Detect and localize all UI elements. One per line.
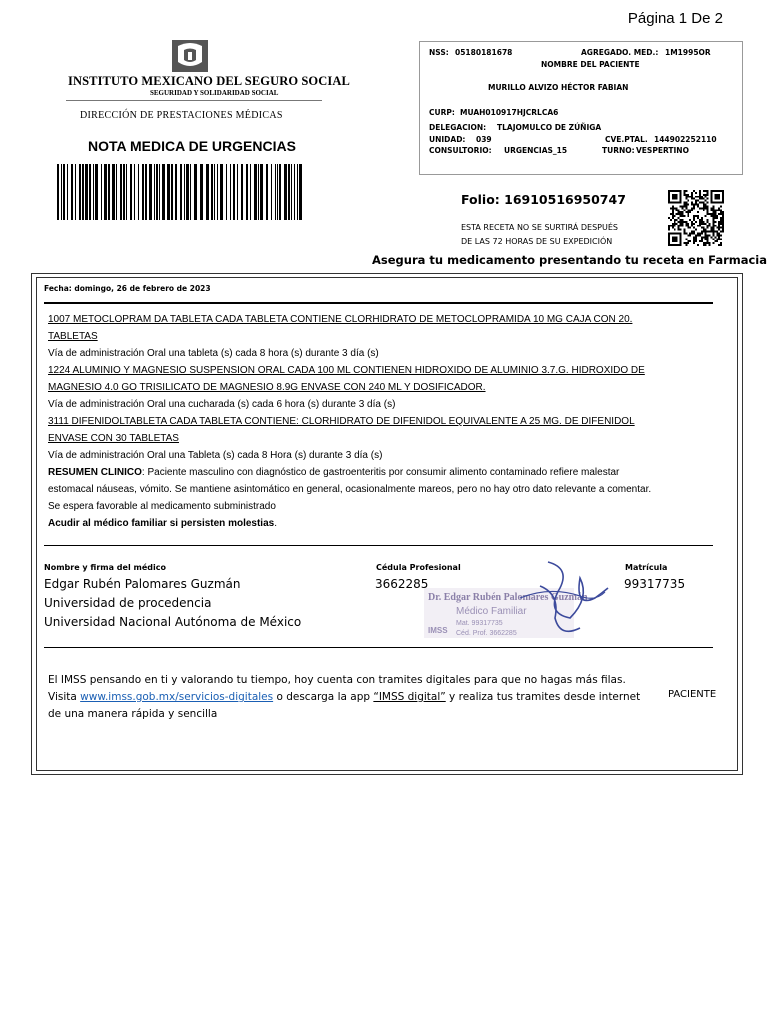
matricula-value: 99317735 [624, 577, 686, 591]
university-label: Universidad de procedencia [44, 596, 212, 610]
medication-dosage: Vía de administración Oral una cucharada (s) cada 6 hora (s) durante 3 día (s) [48, 399, 396, 410]
institution-subtitle: SEGURIDAD Y SOLIDARIDAD SOCIAL [150, 89, 279, 97]
medication-dosage: Vía de administración Oral una tableta (s) cada 8 hora (s) durante 3 día (s) [48, 348, 379, 359]
app-text: o descarga la app [273, 691, 374, 703]
clinical-summary-text: Se espera favorable al medicamento subministrado [48, 501, 276, 512]
header-divider [66, 100, 322, 101]
doctor-name: Edgar Rubén Palomares Guzmán [44, 577, 241, 591]
clinical-summary-text: estomacal náuseas, vómito. Se mantiene asintomático en general, ocasionalmente mareos, pero no hay otro dato relevante a comentar. [48, 484, 652, 495]
delegacion-label: DELEGACION: [429, 123, 487, 132]
pharmacy-notice: Asegura tu medicamento presentando tu receta en Farmacia [372, 253, 768, 267]
followup-instruction-line [48, 515, 651, 532]
internet-text: y realiza tus tramites desde internet [445, 691, 641, 703]
patient-name: MURILLO ALVIZO HÉCTOR FABIAN [488, 83, 629, 92]
institution-name: INSTITUTO MEXICANO DEL SEGURO SOCIAL [68, 74, 350, 88]
prescription-list [48, 311, 651, 532]
agregado-value: 1M1995OR [665, 48, 711, 57]
cve-value: 144902252110 [654, 135, 717, 144]
curp-value: MUAH010917HJCRLCA6 [460, 108, 559, 117]
date-field: Fecha: domingo, 26 de febrero de 2023 [44, 284, 211, 293]
imss-digital-app-name: “IMSS digital” [373, 691, 446, 703]
copy-recipient-label: PACIENTE [668, 689, 717, 700]
imss-logo-icon [168, 38, 212, 74]
nss-value: 05180181678 [455, 48, 513, 57]
validity-notice [461, 221, 618, 249]
medication-description: 1007 METOCLOPRAM DA TABLETA CADA TABLETA CONTIENE CLORHIDRATO DE METOCLOPRAMIDA 10 MG CAJA CON 20. [48, 314, 633, 325]
consultorio-value: URGENCIAS_15 [504, 146, 568, 155]
clinical-summary-text: : Paciente masculino con diagnóstico de gastroenteritis por consumir alimento contaminado refiere malestar [141, 467, 620, 478]
doctor-stamp [420, 558, 610, 642]
medication-description: TABLETAS [48, 331, 98, 342]
stamp-org: IMSS [428, 626, 448, 635]
delegacion-value: TLAJOMULCO DE ZÚÑIGA [497, 123, 602, 132]
clinical-summary-label: RESUMEN CLINICO [48, 467, 142, 478]
cve-label: CVE.PTAL. [605, 135, 648, 144]
barcode [57, 164, 303, 220]
unidad-label: UNIDAD: [429, 135, 466, 144]
turno-label: TURNO: [602, 146, 635, 155]
unidad-value: 039 [476, 135, 492, 144]
folio: Folio: 16910516950747 [461, 192, 626, 207]
direction-name: DIRECCIÓN DE PRESTACIONES MÉDICAS [80, 110, 283, 121]
validity-notice-line: DE LAS 72 HORAS DE SU EXPEDICIÓN [461, 237, 613, 246]
cedula-label: Cédula Profesional [376, 563, 461, 572]
stamp-cedula: Céd. Prof. 3662285 [456, 630, 517, 637]
matricula-label: Matrícula [625, 563, 668, 572]
patient-info-box [419, 41, 743, 175]
visit-text: Visita [48, 691, 81, 703]
medication-description: 3111 DIFENIDOLTABLETA CADA TABLETA CONTIENE: CLORHIDRATO DE DIFENIDOL EQUIVALENTE A 25 MG. DE DIFENIDOL [48, 416, 635, 427]
medication-dosage: Vía de administración Oral una Tableta (s) cada 8 Hora (s) durante 3 día (s) [48, 450, 383, 461]
stamp-specialty: Médico Familiar [456, 606, 527, 617]
digital-services-line: El IMSS pensando en ti y valorando tu tiempo, hoy cuenta con tramites digitales para que no hagas más filas. [48, 674, 626, 686]
patient-name-label: NOMBRE DEL PACIENTE [541, 60, 640, 69]
stamp-doctor-name: Dr. Edgar Rubén Palomares Guzmán [428, 592, 588, 603]
medication-description: MAGNESIO 4.0 GO TRISILICATO DE MAGNESIO 8.9G ENVASE CON 240 ML Y DOSIFICADOR. [48, 382, 486, 393]
document-title: NOTA MEDICA DE URGENCIAS [88, 138, 296, 154]
consultorio-label: CONSULTORIO: [429, 146, 492, 155]
nss-label: NSS: [429, 48, 449, 57]
agregado-label: AGREGADO. MED.: [581, 48, 659, 57]
imss-digital-services-link[interactable]: www.imss.gob.mx/servicios-digitales [80, 691, 274, 703]
section-divider [44, 647, 713, 648]
curp-label: CURP: [429, 108, 455, 117]
followup-instruction-end: . [274, 518, 277, 529]
medication-description: 1224 ALUMINIO Y MAGNESIO SUSPENSION ORAL CADA 100 ML CONTIENEN HIDROXIDO DE ALUMINIO 3.7.G. HIDROXIDO DE [48, 365, 645, 376]
clinical-summary-line [48, 464, 651, 481]
section-divider [44, 302, 713, 304]
page-indicator: Página 1 De 2 [627, 10, 723, 27]
followup-instruction: Acudir al médico familiar si persisten molestias [48, 518, 275, 529]
medication-description: ENVASE CON 30 TABLETAS [48, 433, 179, 444]
university-name: Universidad Nacional Autónoma de México [44, 615, 302, 629]
stamp-matricula: Mat. 99317735 [456, 620, 503, 627]
doctor-name-label: Nombre y firma del médico [44, 563, 166, 572]
qr-code [668, 190, 724, 246]
turno-value: VESPERTINO [636, 146, 689, 155]
digital-services-line [48, 689, 640, 706]
cedula-value: 3662285 [375, 577, 429, 591]
section-divider [44, 545, 713, 546]
digital-services-notice [48, 672, 640, 723]
digital-services-line: de una manera rápida y sencilla [48, 708, 218, 720]
validity-notice-line: ESTA RECETA NO SE SURTIRÁ DESPUÉS [461, 223, 618, 232]
